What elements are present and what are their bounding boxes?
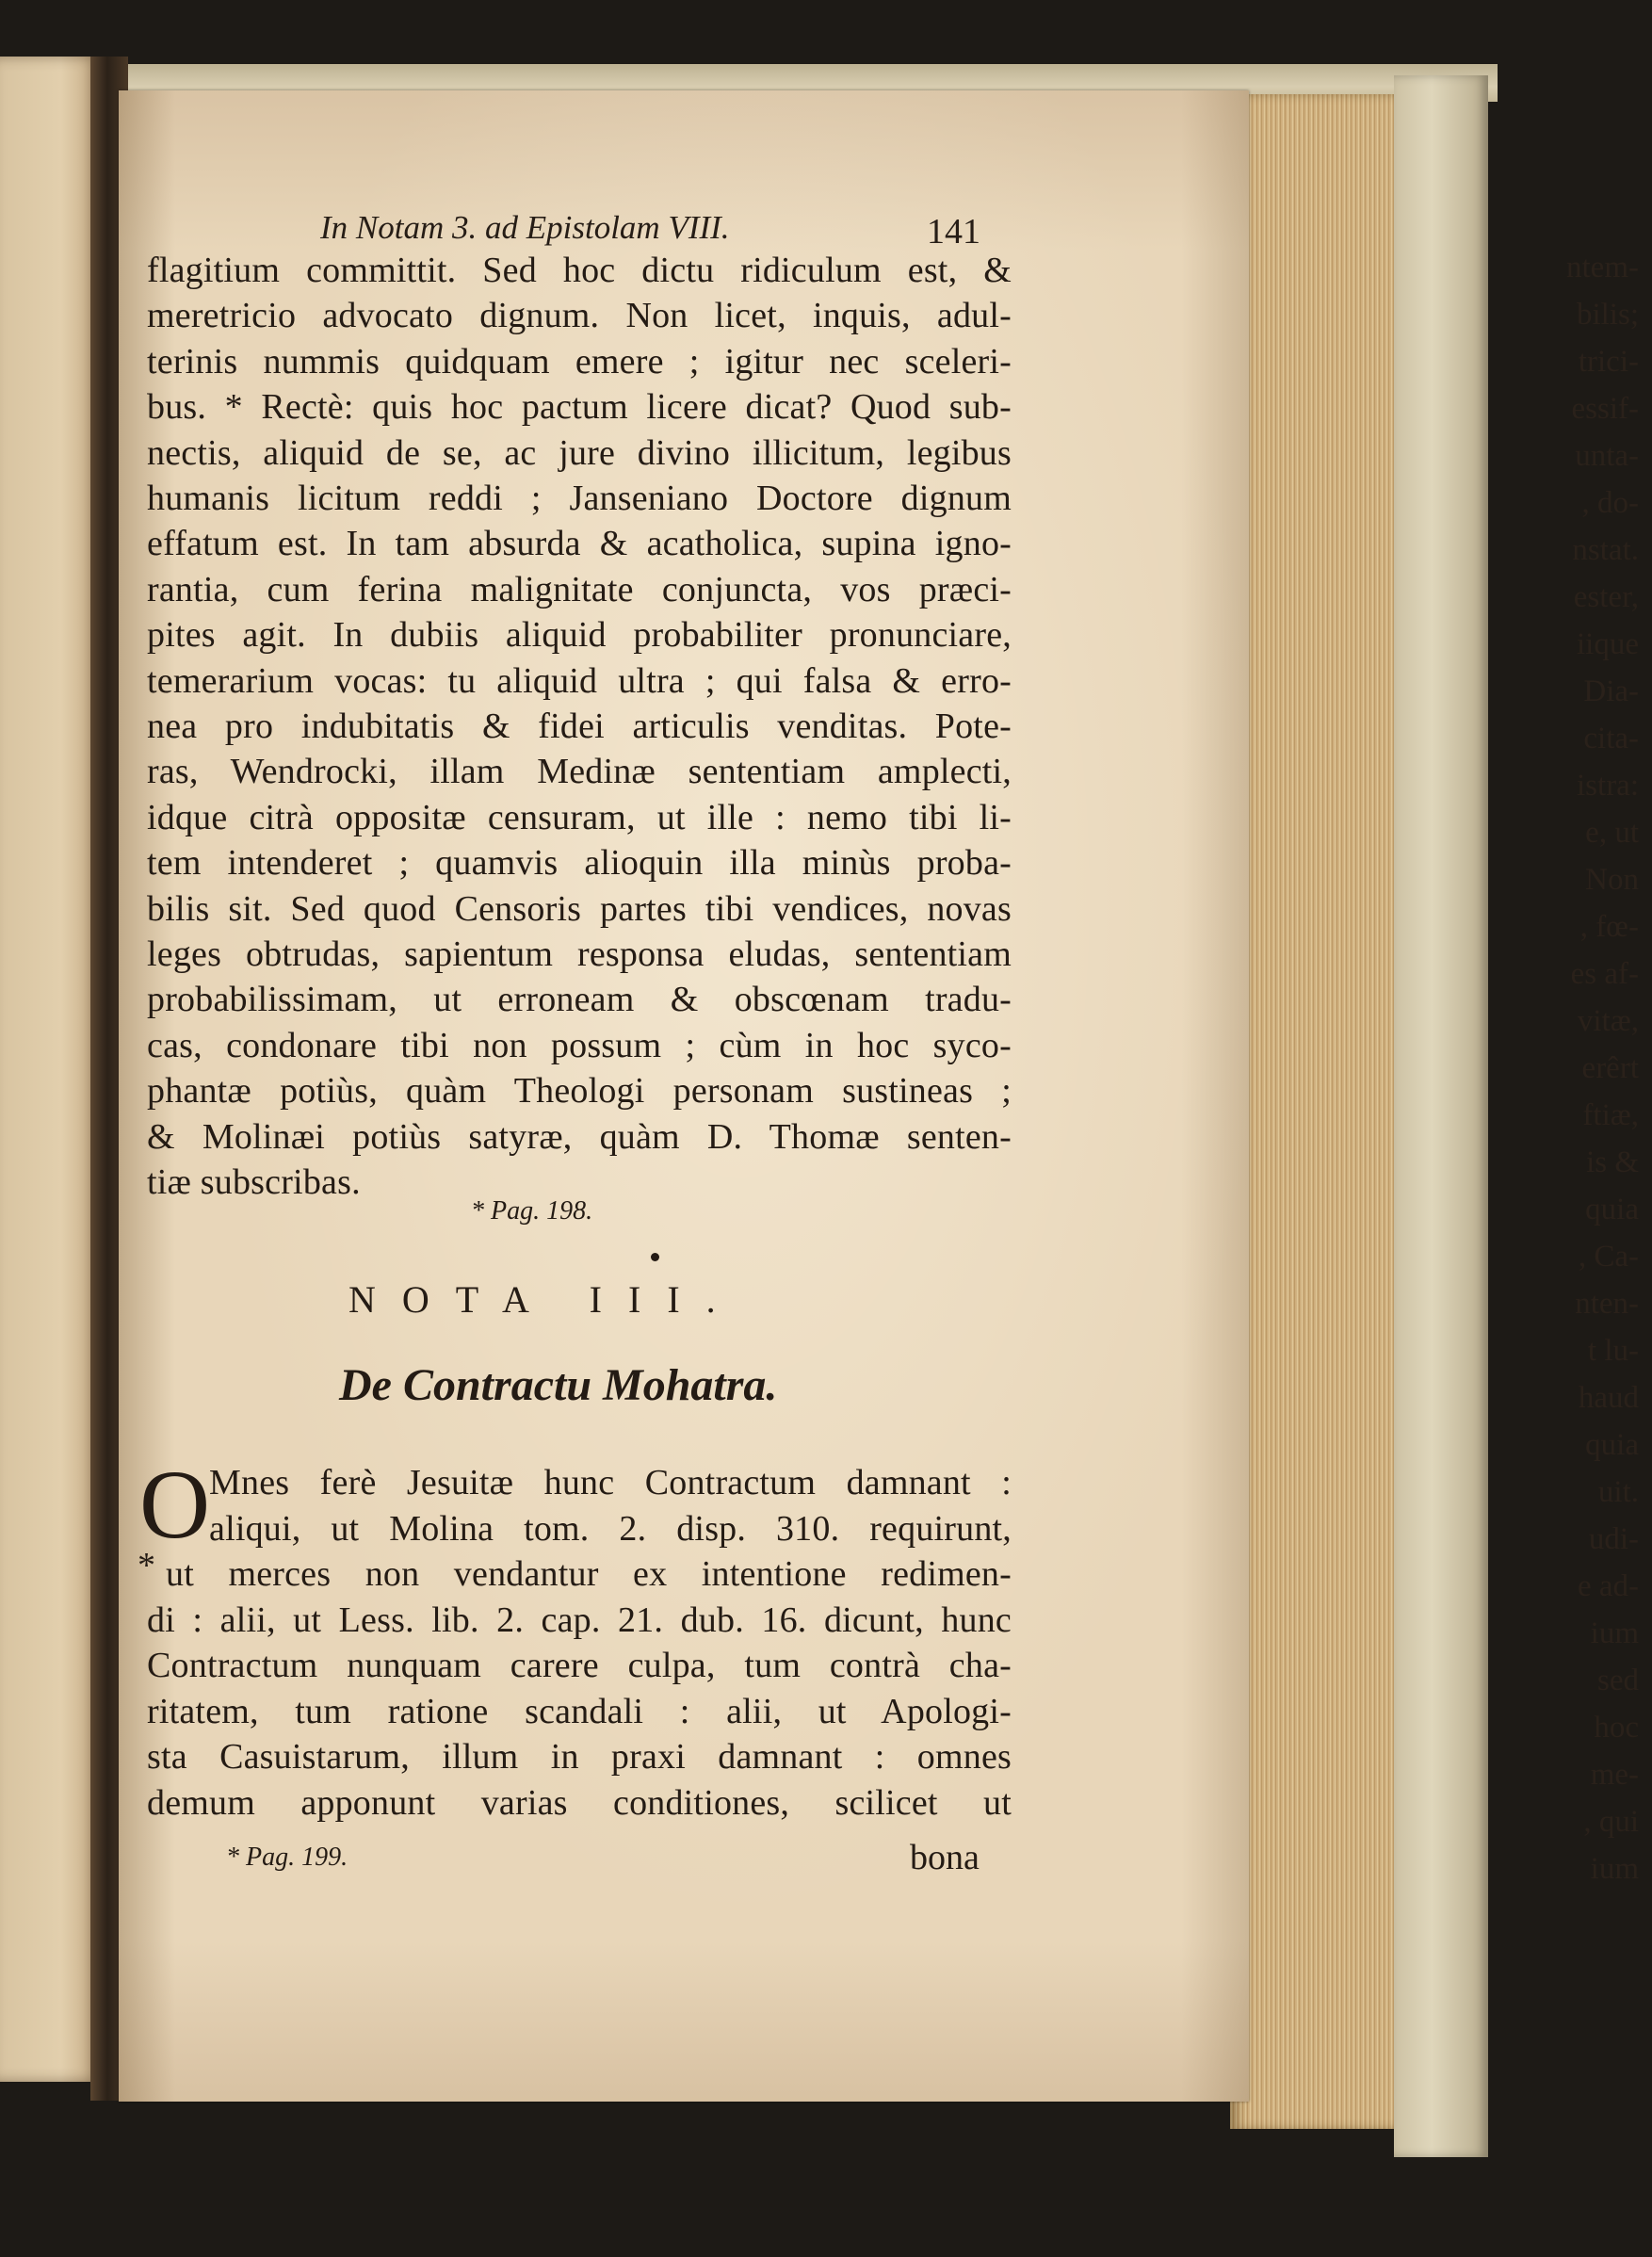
left-page-line: quia <box>1585 1428 1639 1462</box>
text-line: probabilissimam, ut erroneam & obscœnam tradu- <box>147 980 1012 1019</box>
left-page-line: trici- <box>1578 345 1639 379</box>
left-page-line: iique <box>1577 627 1639 661</box>
catchword: bona <box>910 1838 980 1877</box>
text-line: & Molinæi potiùs satyræ, quàm D. Thomæ senten- <box>147 1117 1012 1157</box>
left-page-line: essif- <box>1571 392 1639 426</box>
left-page-line: erêrt <box>1581 1051 1639 1085</box>
left-page-line: Non <box>1585 863 1639 897</box>
left-page-line: t lu- <box>1587 1334 1639 1368</box>
left-page-line: es af- <box>1570 957 1639 991</box>
text-line: leges obtrudas, sapientum responsa eludas, sententiam <box>147 934 1012 974</box>
text-line: tiæ subscribas. <box>147 1162 361 1202</box>
text-line: sta Casuistarum, illum in praxi damnant : omnes <box>147 1737 1012 1777</box>
text-line: ras, Wendrocki, illam Medinæ sententiam amplecti, <box>147 752 1012 791</box>
text-line: nea pro indubitatis & fidei articulis venditas. Pote- <box>147 706 1012 746</box>
footnote-ref: * Pag. 198. <box>471 1196 593 1226</box>
text-line: effatum est. In tam absurda & acatholica, supina igno- <box>147 524 1012 563</box>
text-line: Mnes ferè Jesuitæ hunc Contractum damnant : <box>209 1463 1012 1502</box>
text-line: bus. * Rectè: quis hoc pactum licere dicat? Quod sub- <box>147 387 1012 427</box>
left-page <box>0 57 102 2082</box>
left-page-line: nten- <box>1575 1287 1639 1321</box>
left-page-line: , fœ- <box>1579 910 1639 944</box>
left-page-line: ium <box>1590 1616 1639 1650</box>
left-page-line: vitæ, <box>1577 1004 1639 1038</box>
text-line: ut merces non vendantur ex intentione redimen- <box>166 1554 1012 1594</box>
text-line: rantia, cum ferina malignitate conjuncta, vos præci- <box>147 570 1012 609</box>
left-page-line: , Ca- <box>1578 1240 1639 1274</box>
text-line: terinis nummis quidquam emere ; igitur nec sceleri- <box>147 342 1012 382</box>
running-header: In Notam 3. ad Epistolam VIII. <box>320 209 730 246</box>
left-page-line: nstat. <box>1572 533 1639 567</box>
left-page-line: sed <box>1597 1664 1639 1697</box>
left-page-line: , do- <box>1581 486 1639 520</box>
page-number: 141 <box>927 212 980 252</box>
text-line: ritatem, tum ratione scandali : alii, ut Apologi- <box>147 1692 1012 1731</box>
section-heading: NOTA III. <box>348 1278 742 1321</box>
text-line: demum apponunt varias conditiones, scilicet ut <box>147 1783 1012 1823</box>
book-cover-edge <box>1394 75 1488 2157</box>
left-page-line: ester, <box>1573 580 1639 614</box>
footnote-ref-2: * Pag. 199. <box>226 1843 348 1872</box>
left-page-line: ftiæ, <box>1582 1098 1639 1132</box>
left-page-line: haud <box>1578 1381 1639 1415</box>
left-page-line: unta- <box>1575 439 1639 473</box>
section-subtitle: De Contractu Mohatra. <box>339 1360 778 1410</box>
left-page-line: istra: <box>1577 769 1639 803</box>
text-line: aliqui, ut Molina tom. 2. disp. 310. requirunt, <box>209 1509 1012 1549</box>
left-page-line: , qui <box>1583 1805 1639 1839</box>
margin-asterisk: * <box>138 1546 155 1585</box>
left-page-line: ium <box>1590 1852 1639 1886</box>
left-page-line: e ad- <box>1577 1569 1639 1603</box>
text-line: bilis sit. Sed quod Censoris partes tibi vendices, novas <box>147 889 1012 929</box>
text-line: temerarium vocas: tu aliquid ultra ; qui falsa & erro- <box>147 661 1012 701</box>
left-page-line: Dia- <box>1583 674 1639 708</box>
left-page-line: me- <box>1590 1758 1639 1792</box>
page-fore-edge <box>1230 94 1409 2129</box>
left-page-line: uit. <box>1597 1475 1639 1509</box>
drop-cap: O <box>139 1451 211 1559</box>
text-line: tem intenderet ; quamvis alioquin illa minùs proba- <box>147 843 1012 883</box>
text-line: Contractum nunquam carere culpa, tum contrà cha- <box>147 1646 1012 1685</box>
left-page-line: cita- <box>1583 722 1639 755</box>
text-line: nectis, aliquid de se, ac jure divino illicitum, legibus <box>147 433 1012 473</box>
text-line: pites agit. In dubiis aliquid probabiliter pronunciare, <box>147 615 1012 655</box>
left-page-line: quia <box>1585 1193 1639 1226</box>
ornament-dot <box>651 1253 659 1261</box>
left-page-line: hoc <box>1594 1711 1639 1745</box>
text-line: cas, condonare tibi non possum ; cùm in hoc syco- <box>147 1026 1012 1065</box>
left-page-line: is & <box>1586 1145 1639 1179</box>
text-line: phantæ potiùs, quàm Theologi personam sustineas ; <box>147 1071 1012 1111</box>
text-line: meretricio advocato dignum. Non licet, inquis, adul- <box>147 296 1012 335</box>
text-line: flagitium committit. Sed hoc dictu ridiculum est, & <box>147 251 1012 290</box>
text-line: idque citrà oppositæ censuram, ut ille : nemo tibi li- <box>147 798 1012 837</box>
left-page-line: ntem- <box>1566 251 1639 284</box>
left-page-line: udi- <box>1588 1522 1639 1556</box>
text-line: humanis licitum reddi ; Janseniano Doctore dignum <box>147 479 1012 518</box>
left-page-line: e, ut <box>1585 816 1639 850</box>
left-page-line: bilis; <box>1576 298 1639 332</box>
text-line: di : alii, ut Less. lib. 2. cap. 21. dub. 16. dicunt, hunc <box>147 1600 1012 1640</box>
